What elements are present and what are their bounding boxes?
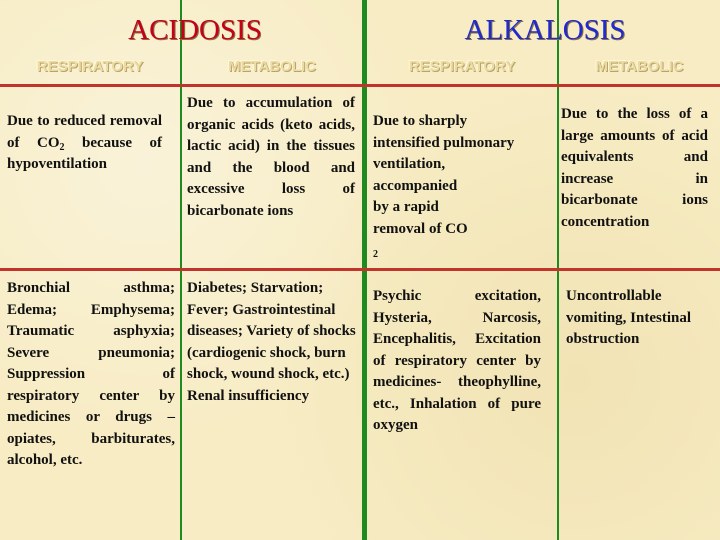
cause-line: ventilation, bbox=[373, 156, 446, 172]
cause-line: intensified pulmonary bbox=[373, 134, 515, 151]
alkalosis-metabolic-header: METABOLIC bbox=[595, 58, 684, 75]
alkalosis-respiratory-examples: Psychic excitation, Hysteria, Narcosis, Encephalitis, Excitation of respiratory center by medicines- theophylline, etc., Inhalation of pure oxygen bbox=[373, 288, 541, 433]
acidosis-respiratory-examples: Bronchial asthma; Edema; Emphysema; Traumatic asphyxia; Severe pneumonia; Suppression of respiratory center by medicines or drugs – opiates, barbiturates, alcohol, etc. bbox=[7, 280, 175, 468]
cause-text-end: because of hypoventilation bbox=[7, 134, 162, 172]
cause-line-last bbox=[373, 219, 553, 262]
cause-line: accompanied bbox=[373, 177, 458, 194]
acidosis-respiratory-cause bbox=[7, 111, 162, 176]
subscript-2: 2 bbox=[59, 141, 65, 153]
cause-text: Due to reduced removal of CO bbox=[7, 113, 162, 151]
alkalosis-title: ALKALOSIS bbox=[464, 14, 626, 46]
alkalosis-metabolic-examples: Uncontrollable vomiting, Intestinal obstruction bbox=[566, 288, 692, 347]
acidosis-metabolic-examples: Diabetes; Starvation; Fever; Gastrointestinal diseases; Variety of shocks (cardiogenic shock, burn shock, wound shock, etc.) Renal insufficiency bbox=[187, 280, 356, 404]
cause-text: removal of CO bbox=[373, 220, 468, 237]
acidosis-respiratory-header: RESPIRATORY bbox=[36, 58, 144, 75]
acidosis-title: ACIDOSIS bbox=[128, 14, 262, 46]
subscript-2: 2 bbox=[373, 249, 378, 260]
alkalosis-respiratory-header: RESPIRATORY bbox=[408, 58, 516, 75]
cause-line: by a rapid bbox=[373, 199, 439, 215]
acidosis-metabolic-cause: Due to accumulation of organic acids (keto acids, lactic acid) in the tissues and the blood and excessive loss of bicarbonate ions bbox=[187, 95, 355, 219]
alkalosis-metabolic-cause: Due to the loss of a large amounts of acid equivalents and increase in bicarbonate ions concentration bbox=[561, 106, 708, 230]
cause-line: Due to sharply bbox=[373, 113, 468, 129]
alkalosis-respiratory-cause bbox=[373, 111, 553, 262]
row-divider bbox=[0, 268, 720, 271]
header-divider bbox=[0, 84, 720, 87]
acidosis-metabolic-header: METABOLIC bbox=[227, 58, 317, 75]
